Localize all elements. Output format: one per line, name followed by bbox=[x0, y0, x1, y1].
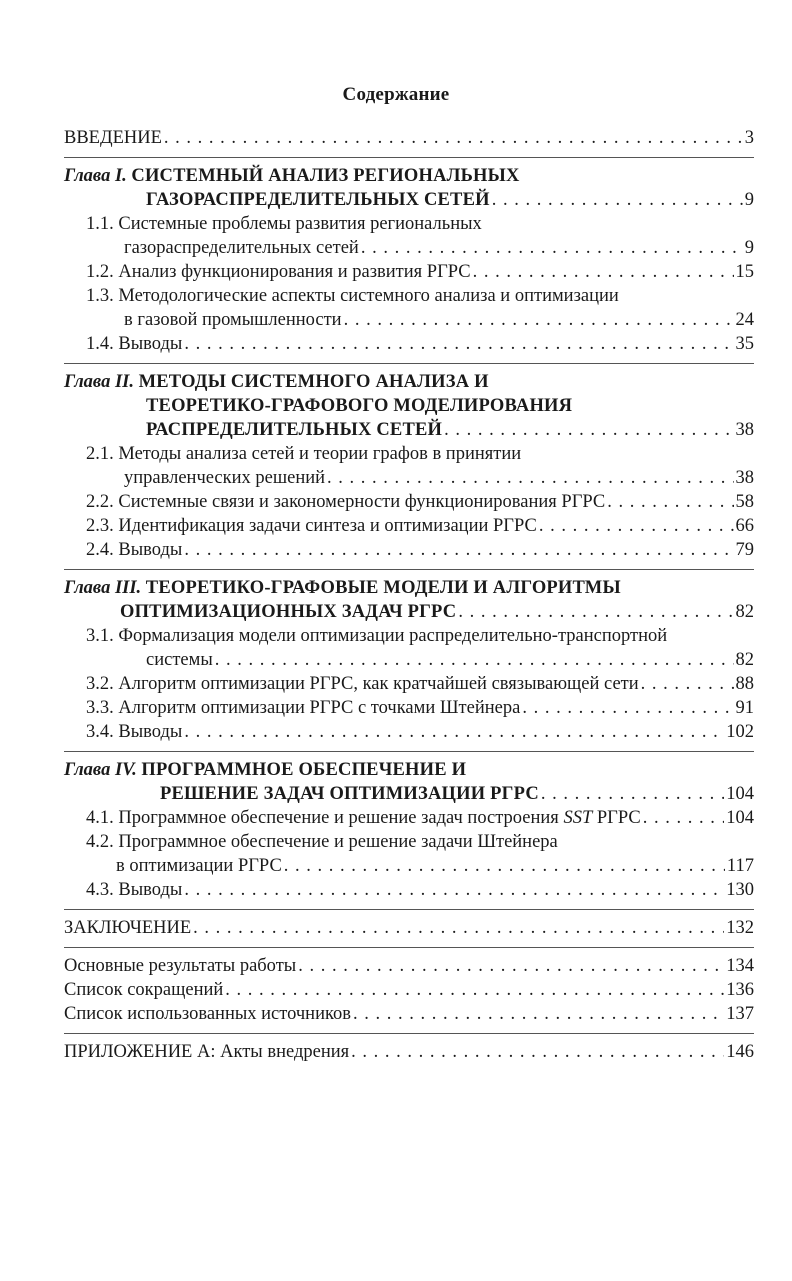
toc-entry-references[interactable] bbox=[64, 1002, 754, 1026]
chapter-heading-end[interactable] bbox=[64, 600, 754, 624]
page-number: 91 bbox=[735, 698, 754, 718]
page-number: 102 bbox=[726, 722, 754, 742]
page-number: 137 bbox=[726, 1004, 754, 1024]
page-number: 38 bbox=[735, 420, 754, 440]
chapter-2 bbox=[64, 370, 754, 562]
section-number: 4.1. bbox=[86, 808, 114, 828]
divider bbox=[64, 1033, 754, 1034]
table-of-contents bbox=[64, 126, 754, 1064]
chapter-heading[interactable] bbox=[64, 576, 754, 600]
section-number: 3.4. bbox=[86, 722, 114, 742]
chapter-heading[interactable] bbox=[64, 758, 754, 782]
section-title-suffix: РГРС bbox=[596, 808, 641, 828]
page-number: 82 bbox=[735, 650, 754, 670]
toc-entry-appendix[interactable] bbox=[64, 1040, 754, 1064]
page-number: 88 bbox=[735, 674, 754, 694]
section-number: 1.1. bbox=[86, 214, 114, 234]
section-title-line: в оптимизации РГРС bbox=[116, 856, 282, 876]
section-2-3[interactable] bbox=[64, 514, 754, 538]
section-1-3[interactable] bbox=[64, 284, 754, 332]
section-title-line: Программное обеспечение и решение задачи Штейнера bbox=[118, 832, 558, 852]
page-number: 130 bbox=[726, 880, 754, 900]
section-3-2[interactable] bbox=[64, 672, 754, 696]
section-number: 2.2. bbox=[86, 492, 114, 512]
section-number: 4.3. bbox=[86, 880, 114, 900]
toc-entry-abbreviations[interactable] bbox=[64, 978, 754, 1002]
section-title-line: Выводы bbox=[118, 334, 183, 354]
chapter-title-line: РАСПРЕДЕЛИТЕЛЬНЫХ СЕТЕЙ bbox=[146, 420, 443, 440]
chapter-heading-end[interactable] bbox=[64, 188, 754, 212]
section-number: 1.4. bbox=[86, 334, 114, 354]
section-number: 1.3. bbox=[86, 286, 114, 306]
page-number: 35 bbox=[735, 334, 754, 354]
section-title-line: Методологические аспекты системного анализа и оптимизации bbox=[118, 286, 619, 306]
section-number: 2.4. bbox=[86, 540, 114, 560]
section-number: 3.2. bbox=[86, 674, 114, 694]
section-1-2[interactable] bbox=[64, 260, 754, 284]
page-number: 79 bbox=[735, 540, 754, 560]
chapter-heading[interactable] bbox=[64, 164, 754, 188]
section-title-line: Выводы bbox=[118, 540, 183, 560]
chapter-heading-end[interactable] bbox=[64, 418, 754, 442]
chapter-title-line: ПРОГРАММНОЕ ОБЕСПЕЧЕНИЕ И bbox=[141, 760, 467, 780]
section-title-line: Алгоритм оптимизации РГРС, как кратчайшей связывающей сети bbox=[118, 674, 639, 694]
page-number: 104 bbox=[726, 784, 754, 804]
section-4-2[interactable] bbox=[64, 830, 754, 878]
entry-label: Список сокращений bbox=[64, 980, 224, 1000]
section-title-line: Системные проблемы развития региональных bbox=[118, 214, 482, 234]
section-title-line: Идентификация задачи синтеза и оптимизации РГРС bbox=[118, 516, 537, 536]
divider bbox=[64, 569, 754, 570]
section-number: 2.1. bbox=[86, 444, 114, 464]
chapter-label: Глава IV. bbox=[64, 760, 137, 780]
toc-entry-introduction[interactable] bbox=[64, 126, 754, 150]
section-title-line: управленческих решений bbox=[124, 468, 326, 488]
section-title-line: Анализ функционирования и развития РГРС bbox=[118, 262, 471, 282]
page-number: 104 bbox=[726, 808, 754, 828]
page-number: 58 bbox=[735, 492, 754, 512]
divider bbox=[64, 363, 754, 364]
chapter-1 bbox=[64, 164, 754, 356]
page-number: 66 bbox=[735, 516, 754, 536]
page-number: 134 bbox=[726, 956, 754, 976]
section-1-4[interactable] bbox=[64, 332, 754, 356]
section-title-line: Алгоритм оптимизации РГРС с точками Штейнера bbox=[118, 698, 521, 718]
page-number: 9 bbox=[744, 238, 754, 258]
page-number: 82 bbox=[735, 602, 754, 622]
section-number: 4.2. bbox=[86, 832, 114, 852]
chapter-heading-continued[interactable] bbox=[64, 394, 754, 418]
chapter-title-line: ГАЗОРАСПРЕДЕЛИТЕЛЬНЫХ СЕТЕЙ bbox=[146, 190, 490, 210]
chapter-heading[interactable] bbox=[64, 370, 754, 394]
page-number: 38 bbox=[735, 468, 754, 488]
chapter-title-line: ОПТИМИЗАЦИОННЫХ ЗАДАЧ РГРС bbox=[120, 602, 457, 622]
chapter-label: Глава III. bbox=[64, 578, 142, 598]
section-title-line: Программное обеспечение и решение задач построения bbox=[118, 808, 559, 828]
entry-label: ПРИЛОЖЕНИЕ А: Акты внедрения bbox=[64, 1042, 350, 1062]
page-title: Содержание bbox=[342, 84, 450, 105]
section-number: 3.1. bbox=[86, 626, 114, 646]
page-number: 15 bbox=[735, 262, 754, 282]
section-4-3[interactable] bbox=[64, 878, 754, 902]
page-number: 146 bbox=[726, 1042, 754, 1062]
chapter-title-line: СИСТЕМНЫЙ АНАЛИЗ РЕГИОНАЛЬНЫХ bbox=[131, 166, 520, 186]
divider bbox=[64, 909, 754, 910]
section-title-line: системы bbox=[146, 650, 213, 670]
toc-entry-results[interactable] bbox=[64, 954, 754, 978]
chapter-3 bbox=[64, 576, 754, 744]
page-number: 9 bbox=[744, 190, 754, 210]
section-2-4[interactable] bbox=[64, 538, 754, 562]
chapter-heading-end[interactable] bbox=[64, 782, 754, 806]
section-title-line: Выводы bbox=[118, 722, 183, 742]
section-title-abbrev: SST bbox=[563, 808, 593, 828]
chapter-label: Глава I. bbox=[64, 166, 127, 186]
divider bbox=[64, 947, 754, 948]
page-number: 24 bbox=[735, 310, 754, 330]
entry-label: ВВЕДЕНИЕ bbox=[64, 128, 162, 148]
page-number: 117 bbox=[726, 856, 754, 876]
section-title-line: Формализация модели оптимизации распределительно-транспортной bbox=[118, 626, 668, 646]
section-2-2[interactable] bbox=[64, 490, 754, 514]
chapter-label: Глава II. bbox=[64, 372, 134, 392]
chapter-4 bbox=[64, 758, 754, 902]
toc-entry-conclusion[interactable] bbox=[64, 916, 754, 940]
chapter-title-line: ТЕОРЕТИКО-ГРАФОВЫЕ МОДЕЛИ И АЛГОРИТМЫ bbox=[145, 578, 621, 598]
chapter-title-line: РЕШЕНИЕ ЗАДАЧ ОПТИМИЗАЦИИ РГРС bbox=[160, 784, 539, 804]
section-title-line: газораспределительных сетей bbox=[124, 238, 359, 258]
section-title-line: Системные связи и закономерности функционирования РГРС bbox=[118, 492, 606, 512]
entry-label: Основные результаты работы bbox=[64, 956, 297, 976]
section-title-line: Выводы bbox=[118, 880, 183, 900]
section-title-line: в газовой промышленности bbox=[124, 310, 342, 330]
section-title-line: Методы анализа сетей и теории графов в принятии bbox=[118, 444, 522, 464]
page-number: 136 bbox=[726, 980, 754, 1000]
divider bbox=[64, 157, 754, 158]
section-3-1[interactable] bbox=[64, 624, 754, 672]
page-number: 3 bbox=[744, 128, 754, 148]
chapter-title-line: МЕТОДЫ СИСТЕМНОГО АНАЛИЗА И bbox=[138, 372, 489, 392]
section-3-4[interactable] bbox=[64, 720, 754, 744]
section-2-1[interactable] bbox=[64, 442, 754, 490]
divider bbox=[64, 751, 754, 752]
chapter-title-line: ТЕОРЕТИКО-ГРАФОВОГО МОДЕЛИРОВАНИЯ bbox=[146, 396, 573, 416]
entry-label: ЗАКЛЮЧЕНИЕ bbox=[64, 918, 192, 938]
section-3-3[interactable] bbox=[64, 696, 754, 720]
page-number: 132 bbox=[726, 918, 754, 938]
section-number: 1.2. bbox=[86, 262, 114, 282]
section-number: 2.3. bbox=[86, 516, 114, 536]
section-1-1[interactable] bbox=[64, 212, 754, 260]
entry-label: Список использованных источников bbox=[64, 1004, 352, 1024]
section-number: 3.3. bbox=[86, 698, 114, 718]
section-4-1[interactable] bbox=[64, 806, 754, 830]
